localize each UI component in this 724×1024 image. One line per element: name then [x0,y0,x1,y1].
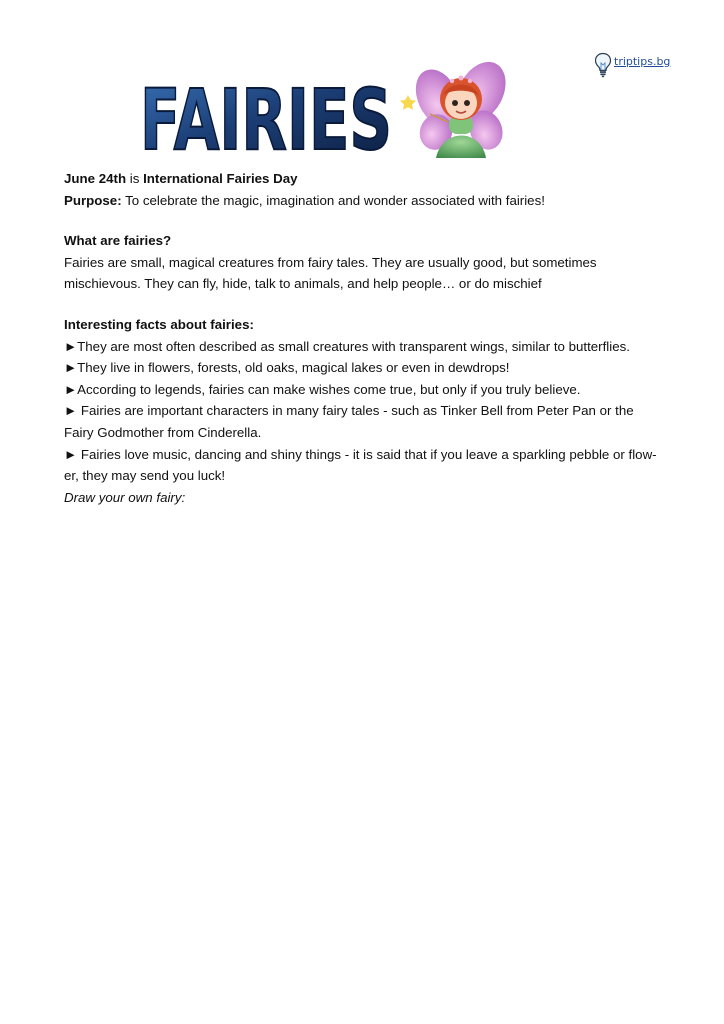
site-link-text: triptips.bg [614,55,671,68]
fact-line: ► Fairies are important characters in many fairy tales - such as Tinker Bell from Peter Pan or the [64,403,634,419]
fact-line: ►According to legends, fairies can make wishes come true, but only if you truly believe. [64,381,581,397]
worksheet-content [64,168,664,508]
what-line: Fairies are small, magical creatures from fairy tales. They are usually good, but sometimes [64,254,597,270]
fact-line: ► Fairies love music, dancing and shiny things - it is said that if you leave a sparkling pebble or flow- [64,446,657,462]
what-heading: What are fairies? [64,233,172,249]
fact-line: er, they may send you luck! [64,468,226,484]
what-line: mischievous. They can fly, hide, talk to animals, and help people… or do mischief [64,276,542,292]
date-line: June 24th is International Fairies Day [64,171,298,186]
banner-title: FAIRIES [140,71,392,164]
fairies-title-banner [136,52,516,164]
fact-line: ►They are most often described as small creatures with transparent wings, similar to butterflies. [64,338,630,354]
purpose-line: Purpose: To celebrate the magic, imagination and wonder associated with fairies! [64,192,545,208]
lightbulb-icon [594,52,612,78]
draw-prompt: Draw your own fairy: [64,489,186,505]
fact-line: ►They live in flowers, forests, old oaks, magical lakes or even in dewdrops! [64,360,510,376]
fairy-illustration [400,53,515,158]
fact-line: Fairy Godmother from Cinderella. [64,424,262,440]
site-logo-link[interactable] [594,52,670,78]
facts-heading: Interesting facts about fairies: [64,316,254,332]
